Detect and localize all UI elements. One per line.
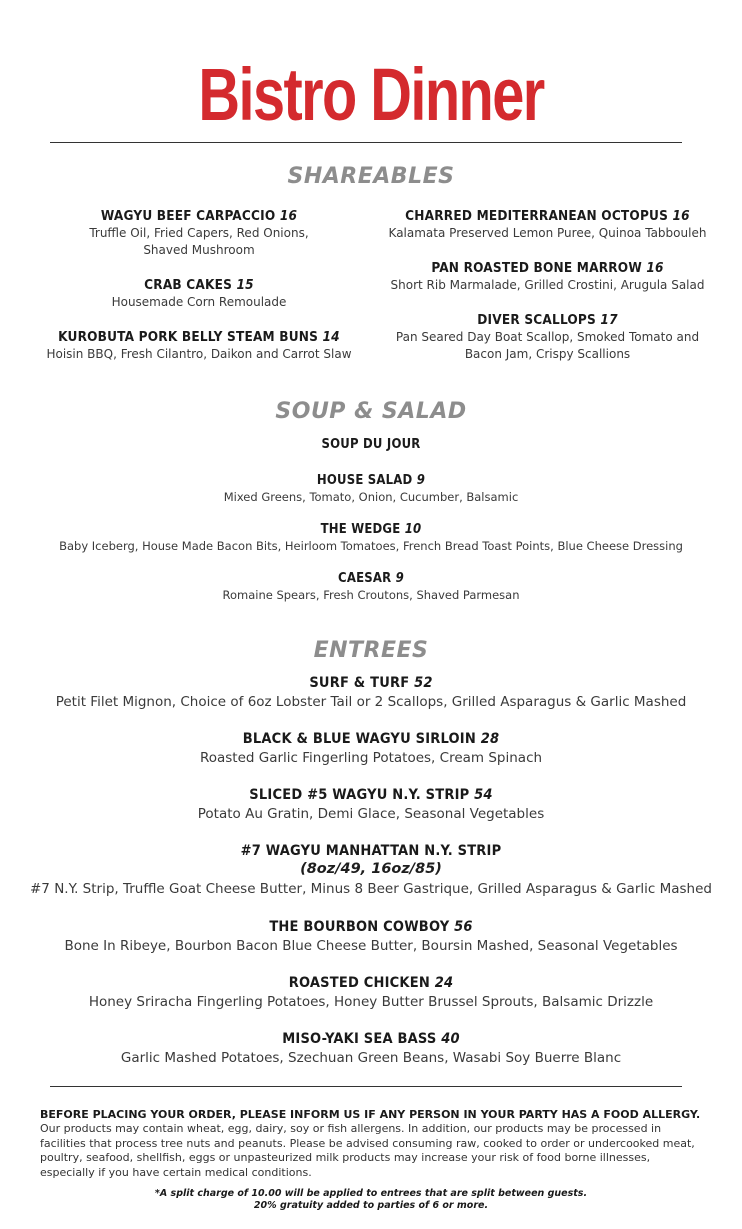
menu-item-sea-bass: [20, 1030, 722, 1067]
item-price: 16: [279, 208, 298, 224]
allergy-notice: [40, 1108, 705, 1180]
item-name: HOUSE SALAD: [316, 473, 413, 488]
item-description: Kalamata Preserved Lemon Puree, Quinoa Tabbouleh: [388, 226, 707, 240]
menu-item-the-wedge: [20, 521, 722, 555]
item-price: 17: [600, 312, 618, 328]
item-name: DIVER SCALLOPS: [477, 312, 596, 328]
item-description: Honey Sriracha Fingerling Potatoes, Honey Butter Brussel Sprouts, Balsamic Drizzle: [88, 994, 654, 1010]
allergy-headline: BEFORE PLACING YOUR ORDER, PLEASE INFORM US IF ANY PERSON IN YOUR PARTY HAS A FOOD ALLERGY.: [40, 1108, 701, 1121]
item-description: Bacon Jam, Crispy Scallions: [464, 347, 631, 361]
menu-item-black-blue-sirloin: [20, 730, 722, 767]
item-name: SLICED #5 WAGYU N.Y. STRIP: [249, 787, 470, 803]
menu-item-soup-du-jour: [20, 436, 722, 453]
item-description: Shaved Mushroom: [143, 243, 255, 257]
item-price: 54: [474, 787, 493, 803]
item-name: CHARRED MEDITERRANEAN OCTOPUS: [405, 208, 669, 224]
item-description: Housemade Corn Remoulade: [111, 295, 287, 309]
item-portion-prices: (8oz/49, 16oz/85): [300, 861, 442, 877]
allergy-body: Our products may contain wheat, egg, dairy, soy or fish allergens. In addition, our products may be processed in facilities that process tree nuts and peanuts. Please be advised consuming raw, cooked to order or undercooked meat, poultry, seafood, shellfish, eggs or unpasteurized milk products may increase your risk of food borne illnesses, especially if you have certain medical conditions.: [40, 1122, 695, 1179]
item-description: Garlic Mashed Potatoes, Szechuan Green Beans, Wasabi Soy Buerre Blanc: [120, 1050, 622, 1066]
item-price: 16: [672, 208, 690, 224]
item-price: 14: [322, 329, 340, 345]
menu-item-pork-belly-buns: [24, 329, 374, 363]
item-description: #7 N.Y. Strip, Truffle Goat Cheese Butter, Minus 8 Beer Gastrique, Grilled Asparagus & Garlic Mashed: [30, 881, 712, 897]
item-price: 24: [434, 975, 454, 991]
menu-item-diver-scallops: [380, 312, 715, 363]
item-description: Mixed Greens, Tomato, Onion, Cucumber, Balsamic: [223, 490, 519, 504]
menu-item-roasted-chicken: [20, 974, 722, 1011]
item-description: Romaine Spears, Fresh Croutons, Shaved Parmesan: [222, 588, 520, 602]
menu-item-bone-marrow: [380, 260, 715, 294]
item-price: 16: [646, 260, 664, 276]
section-heading-soup-salad: SOUP & SALAD: [275, 399, 467, 424]
item-price: 9: [416, 473, 426, 488]
item-name: MISO-YAKI SEA BASS: [282, 1031, 437, 1047]
item-price: 40: [441, 1031, 460, 1047]
item-name: PAN ROASTED BONE MARROW: [431, 260, 642, 276]
item-description: Baby Iceberg, House Made Bacon Bits, Heirloom Tomatoes, French Bread Toast Points, Blue Cheese Dressing: [59, 539, 683, 553]
menu-item-octopus: [380, 208, 715, 242]
menu-title: Bistro Dinner: [198, 53, 544, 136]
item-price: 28: [480, 731, 500, 747]
split-charge-notice: [0, 1188, 742, 1212]
menu-item-sliced-wagyu-strip: [20, 786, 722, 823]
item-price: 10: [404, 522, 422, 537]
item-price: 52: [414, 675, 433, 691]
item-name: BLACK & BLUE WAGYU SIRLOIN: [242, 731, 476, 747]
item-name: SOUP DU JOUR: [321, 437, 421, 452]
split-charge-line: *A split charge of 10.00 will be applied to entrees that are split between guests.: [154, 1188, 588, 1199]
section-heading-entrees: ENTREES: [313, 638, 429, 663]
menu-item-wagyu-carpaccio: [24, 208, 374, 259]
item-description: Bone In Ribeye, Bourbon Bacon Blue Cheese Butter, Boursin Mashed, Seasonal Vegetables: [64, 938, 678, 954]
item-name: THE BOURBON COWBOY: [269, 919, 450, 935]
menu-item-bourbon-cowboy: [20, 918, 722, 955]
menu-item-house-salad: [20, 472, 722, 506]
item-description: Short Rib Marmalade, Grilled Crostini, Arugula Salad: [390, 278, 705, 292]
item-description: Pan Seared Day Boat Scallop, Smoked Tomato and: [395, 330, 700, 344]
item-name: CAESAR: [338, 571, 392, 586]
item-name: #7 WAGYU MANHATTAN N.Y. STRIP: [240, 843, 502, 859]
item-description: Roasted Garlic Fingerling Potatoes, Cream Spinach: [199, 750, 543, 766]
menu-item-surf-turf: [20, 674, 722, 711]
menu-item-manhattan-strip: [20, 842, 722, 898]
item-description: Petit Filet Mignon, Choice of 6oz Lobster Tail or 2 Scallops, Grilled Asparagus & Garlic Mashed: [55, 694, 687, 710]
top-divider: [50, 142, 682, 143]
item-name: ROASTED CHICKEN: [288, 975, 430, 991]
bottom-divider: [50, 1086, 682, 1087]
item-price: 15: [236, 277, 254, 293]
item-price: 56: [454, 919, 473, 935]
menu-item-crab-cakes: [24, 277, 374, 311]
item-description: Potato Au Gratin, Demi Glace, Seasonal Vegetables: [197, 806, 545, 822]
section-heading-shareables: SHAREABLES: [287, 164, 455, 189]
item-name: KUROBUTA PORK BELLY STEAM BUNS: [58, 329, 319, 345]
item-description: Truffle Oil, Fried Capers, Red Onions,: [89, 226, 309, 240]
item-name: SURF & TURF: [309, 675, 410, 691]
gratuity-line: 20% gratuity added to parties of 6 or more.: [253, 1200, 489, 1211]
item-name: WAGYU BEEF CARPACCIO: [100, 208, 276, 224]
menu-item-caesar: [20, 570, 722, 604]
item-name: CRAB CAKES: [144, 277, 233, 293]
item-name: THE WEDGE: [320, 522, 401, 537]
item-price: 9: [395, 571, 404, 586]
item-description: Hoisin BBQ, Fresh Cilantro, Daikon and Carrot Slaw: [46, 347, 352, 361]
